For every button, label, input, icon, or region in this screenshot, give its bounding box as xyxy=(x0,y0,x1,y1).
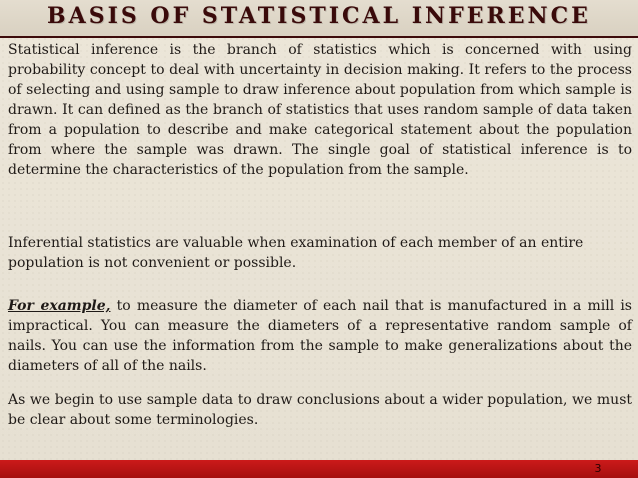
for-example-label: For example, xyxy=(8,298,111,314)
slide-title: BASIS OF STATISTICAL INFERENCE xyxy=(47,3,591,29)
page-number: 3 xyxy=(594,462,602,475)
paragraph-example xyxy=(8,296,632,376)
example-body: to measure the diameter of each nail that is manufactured in a mill is impractical. You can measure the diameters of a representative random sample of nails. You can use the information from the sample to make generalizations about the diameters of all of the nails. xyxy=(8,298,632,374)
bottom-bar xyxy=(0,460,638,478)
paragraph-inferential-statistics: Inferential statistics are valuable when examination of each member of an entire population is not convenient or possible. xyxy=(8,235,584,271)
paragraph-terminologies: As we begin to use sample data to draw conclusions about a wider population, we must be clear about some terminologies. xyxy=(8,392,632,428)
title-bar xyxy=(0,0,638,38)
paragraph-definition: Statistical inference is the branch of statistics which is concerned with using probability concept to deal with uncertainty in decision making. It refers to the process of selecting and using sample to draw inference about population from which sample is drawn. It can defined as the branch of statistics that uses random sample of data taken from a population to describe and make categorical statement about the population from where the sample was drawn. The single goal of statistical inference is to determine the characteristics of the population from the sample. xyxy=(8,42,632,178)
